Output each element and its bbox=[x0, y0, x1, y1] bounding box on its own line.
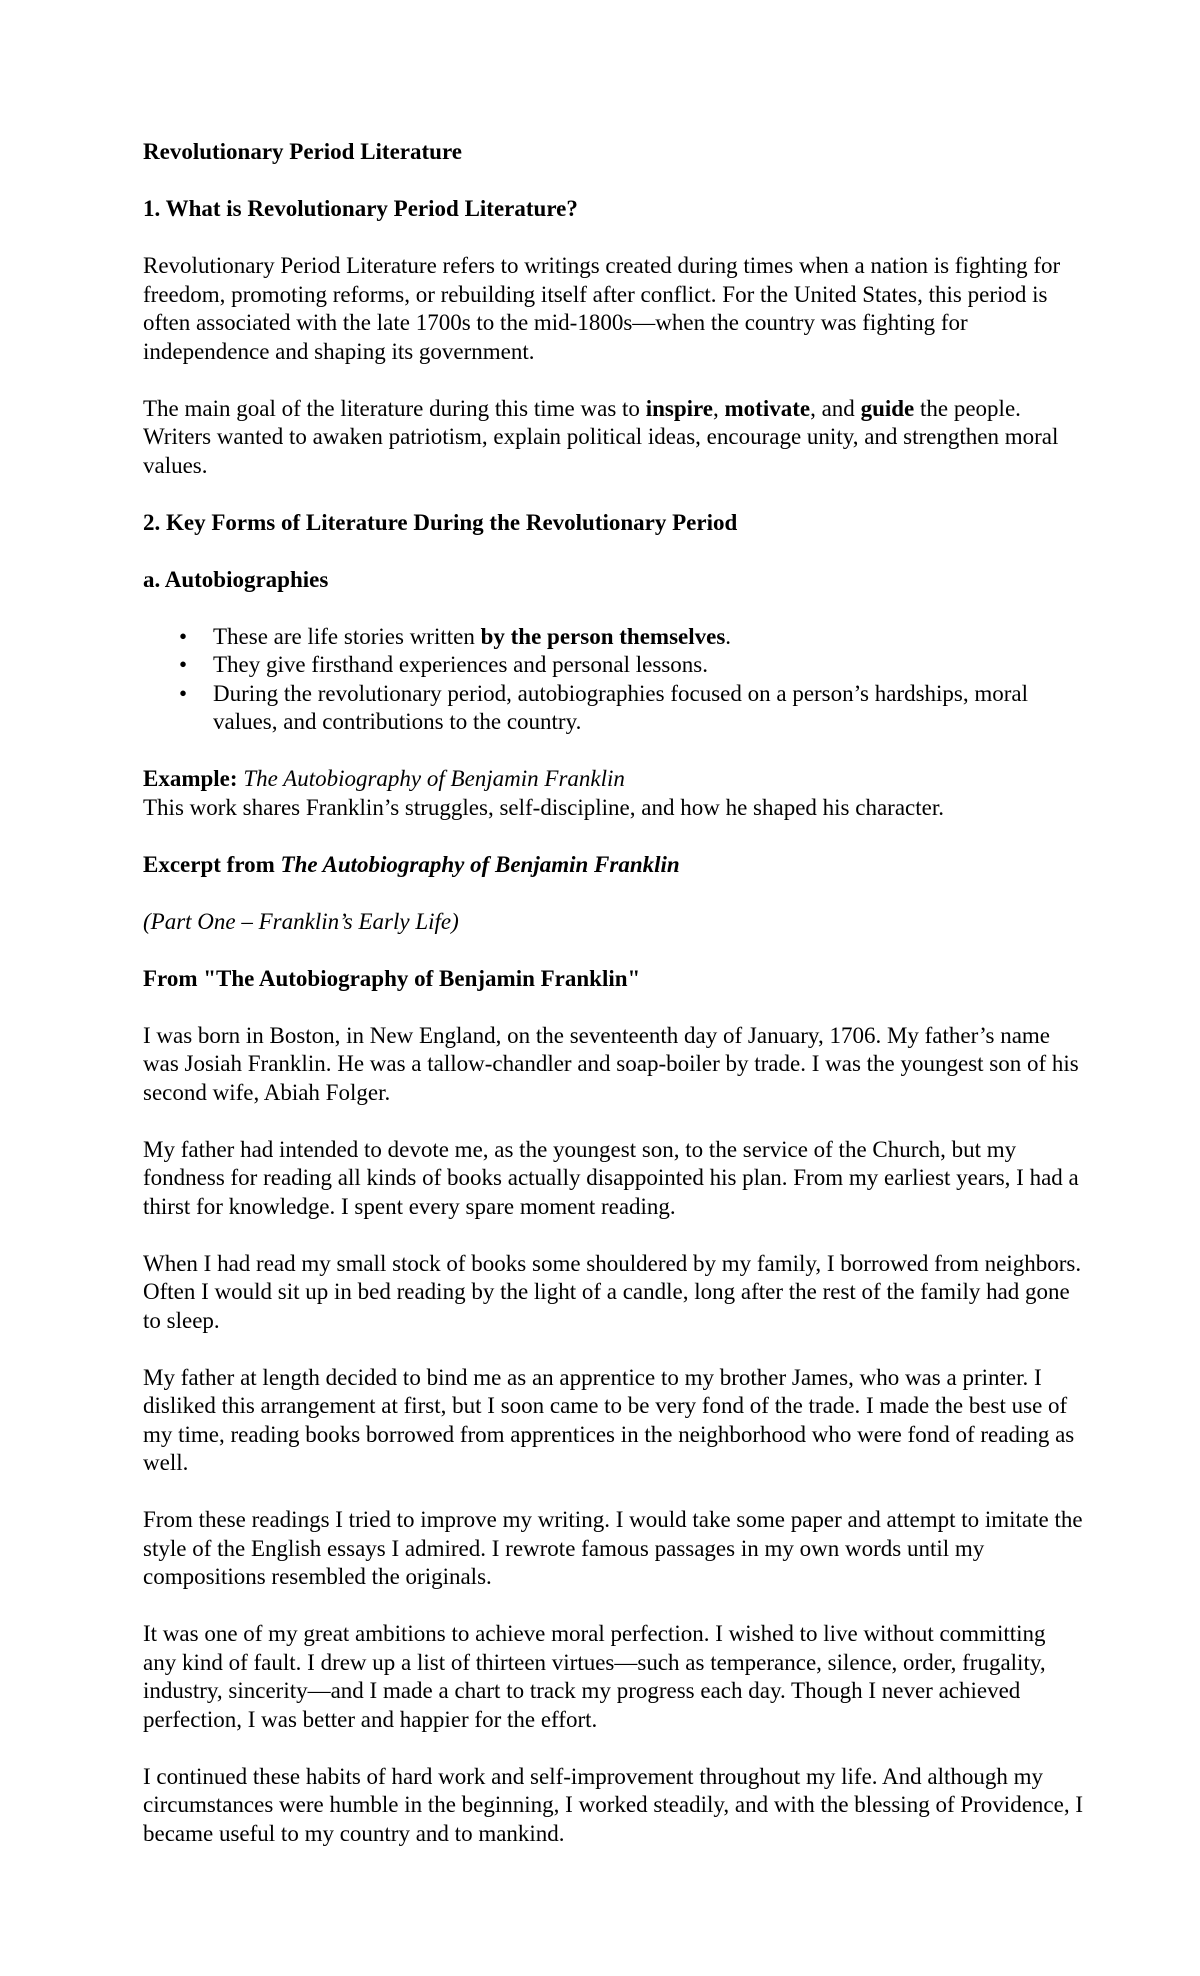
text-run: The main goal of the literature during this time was to bbox=[143, 395, 646, 421]
excerpt-paragraph: When I had read my small stock of books some shouldered by my family, I borrowed from neighbors. Often I would sit up in bed reading by the light of a candle, long after the rest of the family had gone to sleep. bbox=[143, 1250, 1082, 1333]
list-item bbox=[179, 623, 1083, 652]
example-label: Example: bbox=[143, 766, 238, 791]
text-run: These are life stories written bbox=[213, 623, 481, 649]
section-1-heading: 1. What is Revolutionary Period Literature? bbox=[143, 196, 578, 221]
text-run: Excerpt from bbox=[143, 851, 281, 877]
excerpt-paragraph: My father at length decided to bind me as an apprentice to my brother James, who was a printer. I disliked this arrangement at first, but I soon came to be very fond of the trade. I made the best use of my time, reading books borrowed from apprentices in the neighborhood who were fond of reading as well. bbox=[143, 1364, 1075, 1475]
part-note: (Part One – Franklin’s Early Life) bbox=[143, 908, 459, 934]
example-title: The Autobiography of Benjamin Franklin bbox=[243, 766, 625, 791]
excerpt-paragraph: I continued these habits of hard work and self-improvement throughout my life. And although my circumstances were humble in the beginning, I worked steadily, and with the blessing of Providence, I became useful to my country and to mankind. bbox=[143, 1763, 1083, 1846]
excerpt-book-title: The Autobiography of Benjamin Franklin bbox=[280, 851, 680, 877]
excerpt-paragraph: My father had intended to devote me, as the youngest son, to the service of the Church, but my fondness for reading all kinds of books actually disappointed his plan. From my earliest years, I had a thirst for knowledge. I spent every spare moment reading. bbox=[143, 1136, 1079, 1219]
text-run: the people. Writers wanted to awaken patriotism, explain political ideas, encourage unity, and strengthen moral values. bbox=[143, 395, 1059, 478]
bold-phrase: by the person themselves bbox=[480, 623, 726, 649]
bullet-icon: • bbox=[179, 680, 188, 706]
bullet-list bbox=[143, 623, 1083, 737]
bold-term-inspire: inspire bbox=[645, 395, 714, 421]
bold-term-guide: guide bbox=[860, 395, 915, 421]
excerpt-paragraph: I was born in Boston, in New England, on the seventeenth day of January, 1706. My father’s name was Josiah Franklin. He was a tallow-chandler and soap-boiler by trade. I was the youngest son of his second wife, Abiah Folger. bbox=[143, 1022, 1079, 1105]
text-run: . bbox=[725, 623, 732, 649]
excerpt-paragraph: It was one of my great ambitions to achieve moral perfection. I wished to live without committing any kind of fault. I drew up a list of thirteen virtues—such as temperance, silence, order, frugality, industry, sincerity—and I made a chart to track my progress each day. Though I never achieved perfection, I was better and happier for the effort. bbox=[143, 1621, 1046, 1732]
section-2-heading: 2. Key Forms of Literature During the Revolutionary Period bbox=[143, 509, 738, 535]
text-run: , and bbox=[810, 395, 861, 421]
text-run: During the revolutionary period, autobiographies focused on a person’s hardships, moral values, and contributions to the country. bbox=[213, 680, 1029, 734]
excerpt-paragraph: From these readings I tried to improve my writing. I would take some paper and attempt to imitate the style of the English essays I admired. I rewrote famous passages in my own words until my compositions resembled the originals. bbox=[143, 1507, 1083, 1589]
bold-term-motivate: motivate bbox=[724, 395, 811, 421]
list-item bbox=[179, 651, 1083, 680]
example-description: This work shares Franklin’s struggles, self-discipline, and how he shaped his character. bbox=[143, 794, 944, 820]
from-heading: From "The Autobiography of Benjamin Franklin" bbox=[143, 965, 641, 991]
document-page bbox=[143, 138, 1083, 1877]
text-run: , bbox=[713, 395, 725, 421]
subsection-heading-autobiographies: a. Autobiographies bbox=[143, 566, 329, 592]
example-block bbox=[143, 765, 1083, 822]
section-1-paragraph-1: Revolutionary Period Literature refers to writings created during times when a nation is fighting for freedom, promoting reforms, or rebuilding itself after conflict. For the United States, this period is often associated with the late 1700s to the mid-1800s—when the country was fighting for independence and shaping its government. bbox=[143, 253, 1061, 364]
section-1-paragraph-2 bbox=[143, 395, 1083, 481]
list-item bbox=[179, 680, 1083, 737]
bullet-icon: • bbox=[179, 652, 188, 677]
excerpt-heading bbox=[143, 851, 1083, 880]
text-run: They give firsthand experiences and personal lessons. bbox=[213, 652, 708, 677]
bullet-icon: • bbox=[179, 623, 188, 649]
document-title: Revolutionary Period Literature bbox=[143, 139, 462, 164]
